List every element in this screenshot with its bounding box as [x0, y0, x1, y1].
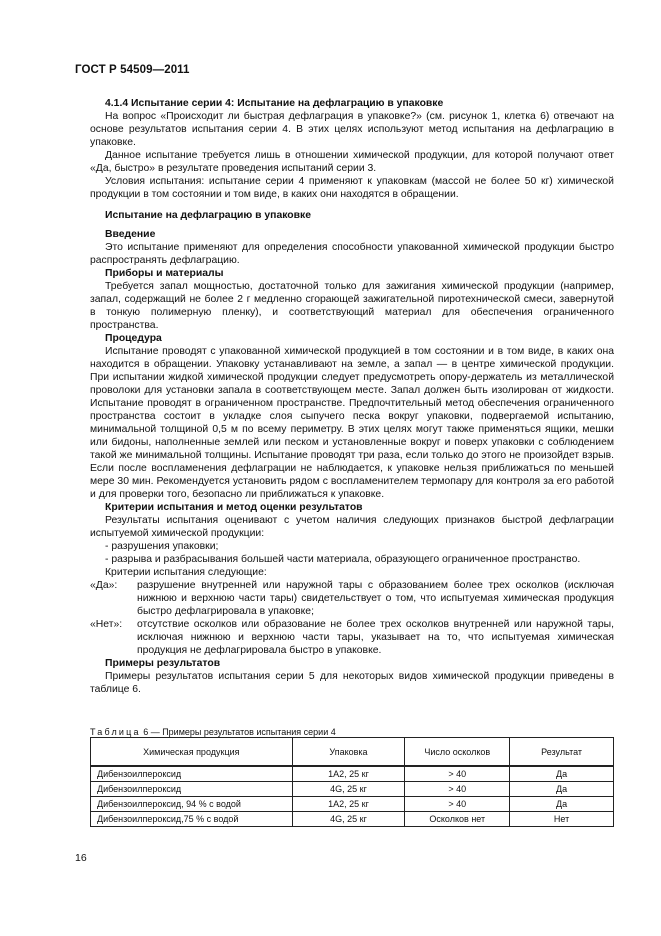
page-body — [90, 97, 614, 696]
criterion-yes — [90, 579, 614, 618]
table-header-row — [91, 738, 614, 767]
table-cell: > 40 — [405, 797, 510, 812]
column-header: Число осколков — [405, 738, 510, 767]
criterion-text: отсутствие осколков или образование не более трех осколков внутренней или наружной тары, исключая нижнюю и верхнюю части тары, указывает на то, что испытуемая химическая продукция не дефлагрировала быстро в упаковке. — [137, 619, 614, 656]
table-cell: Дибензоилпероксид, 94 % с водой — [91, 797, 293, 812]
table-cell: Да — [510, 782, 614, 797]
table-cell: Дибензоилпероксид,75 % с водой — [91, 812, 293, 827]
test-heading: Испытание на дефлаграцию в упаковке — [105, 210, 311, 221]
paragraph: Критерии испытания следующие: — [105, 567, 267, 578]
table-row — [91, 797, 614, 812]
paragraph: Это испытание применяют для определения способности упакованной химической продукции быстро распространять дефлаграцию. — [90, 242, 614, 266]
page-number: 16 — [75, 852, 87, 864]
column-header: Химическая продукция — [91, 738, 293, 767]
intro-heading: Введение — [105, 229, 156, 240]
table-cell: 1А2, 25 кг — [292, 797, 405, 812]
criterion-text: разрушение внутренней или наружной тары с образованием более трех осколков (исключая нижнюю и верхнюю части тары) свидетельствует о том, что испытуемая химическая продукция быстро дефлагрировала в упаковке; — [137, 580, 614, 617]
paragraph: Данное испытание требуется лишь в отношении химической продукции, для которой получают ответ «Да, быстро» в результате проведения испытаний серии 3. — [90, 150, 614, 174]
table-cell: 4G, 25 кг — [292, 782, 405, 797]
criterion-no — [90, 618, 614, 657]
table-cell: 1А2, 25 кг — [292, 766, 405, 782]
paragraph: Требуется запал мощностью, достаточной только для зажигания химической продукции (например, запал, содержащий не более 2 г медленно сгорающей зажигательной пиротехнической смеси, завернутой в тонкую полимерную пленку), и соответствующий материал для обеспечения ограниченного пространства. — [90, 281, 614, 331]
paragraph: Примеры результатов испытания серии 5 для некоторых видов химической продукции приведены в таблице 6. — [90, 671, 614, 695]
table-cell: 4G, 25 кг — [292, 812, 405, 827]
table-row — [91, 782, 614, 797]
paragraph: Испытание проводят с упакованной химической продукцией в том состоянии и в том виде, в каких она находится в обращении. Упаковку устанавливают на земле, а запал — в центре химической продукции. При испытании жидкой химической продукции следует предусмотреть опору-держатель из металлической проволоки для установки запала в соответствующем месте. Запал должен быть изолирован от жидкости. Испытание проводят в ограниченном пространстве. Предпочтительный метод обеспечения ограниченного пространства состоит в укладке слоя сыпучего песка вокруг упаковки, подвергаемой испытанию, минимальной толщиной 0,5 м по всему периметру. В этих целях могут также применяться ящики, мешки или бидоны, наполненные землей или песком и установленные вокруг и поверх упаковки с соблюдением такой же минимальной толщины. Испытание проводят три раза, если только до этого не произойдет взрыв. Если после воспламенения дефлаграции не наблюдается, к упаковке нельзя приближаться по меньшей мере 30 мин. Рекомендуется установить рядом с воспламенителем термопару для контроля за его работой и для проверки того, безопасно ли приближаться к упаковке. — [90, 346, 614, 500]
list-item: - разрушения упаковки; — [105, 541, 219, 552]
table-cell: Нет — [510, 812, 614, 827]
table-caption-text: 6 — Примеры результатов испытания серии 4 — [140, 727, 336, 737]
table-caption-label: Таблица — [90, 727, 141, 737]
paragraph: Условия испытания: испытание серии 4 применяют к упаковкам (массой не более 50 кг) химической продукции в том состоянии и том виде, в каких они находятся в обращении. — [90, 176, 614, 200]
table-cell: > 40 — [405, 766, 510, 782]
table-row — [91, 766, 614, 782]
column-header: Результат — [510, 738, 614, 767]
table-caption — [90, 727, 336, 737]
table-cell: Да — [510, 797, 614, 812]
criterion-key: «Нет»: — [90, 619, 123, 630]
paragraph: На вопрос «Происходит ли быстрая дефлаграция в упаковке?» (см. рисунок 1, клетка 6) отвечают на основе результатов испытания серии 4. В этих целях используют метод испытания на дефлаграцию в упаковке. — [90, 111, 614, 148]
results-table — [90, 737, 614, 827]
document-header: ГОСТ Р 54509—2011 — [75, 64, 190, 76]
list-item: - разрыва и разбрасывания большей части материала, образующего ограниченное пространство. — [105, 554, 581, 565]
examples-heading: Примеры результатов — [105, 658, 221, 669]
column-header: Упаковка — [292, 738, 405, 767]
paragraph: Результаты испытания оценивают с учетом наличия следующих признаков быстрой дефлаграции испытуемой химической продукции: — [90, 515, 614, 539]
table-cell: Осколков нет — [405, 812, 510, 827]
procedure-heading: Процедура — [105, 333, 162, 344]
criteria-heading: Критерии испытания и метод оценки результатов — [105, 502, 363, 513]
table-cell: Дибензоилпероксид — [91, 766, 293, 782]
table-cell: > 40 — [405, 782, 510, 797]
equipment-heading: Приборы и материалы — [105, 268, 224, 279]
table-cell: Да — [510, 766, 614, 782]
section-heading: 4.1.4 Испытание серии 4: Испытание на дефлаграцию в упаковке — [105, 98, 444, 109]
criterion-key: «Да»: — [90, 580, 118, 591]
table-cell: Дибензоилпероксид — [91, 782, 293, 797]
table-row — [91, 812, 614, 827]
